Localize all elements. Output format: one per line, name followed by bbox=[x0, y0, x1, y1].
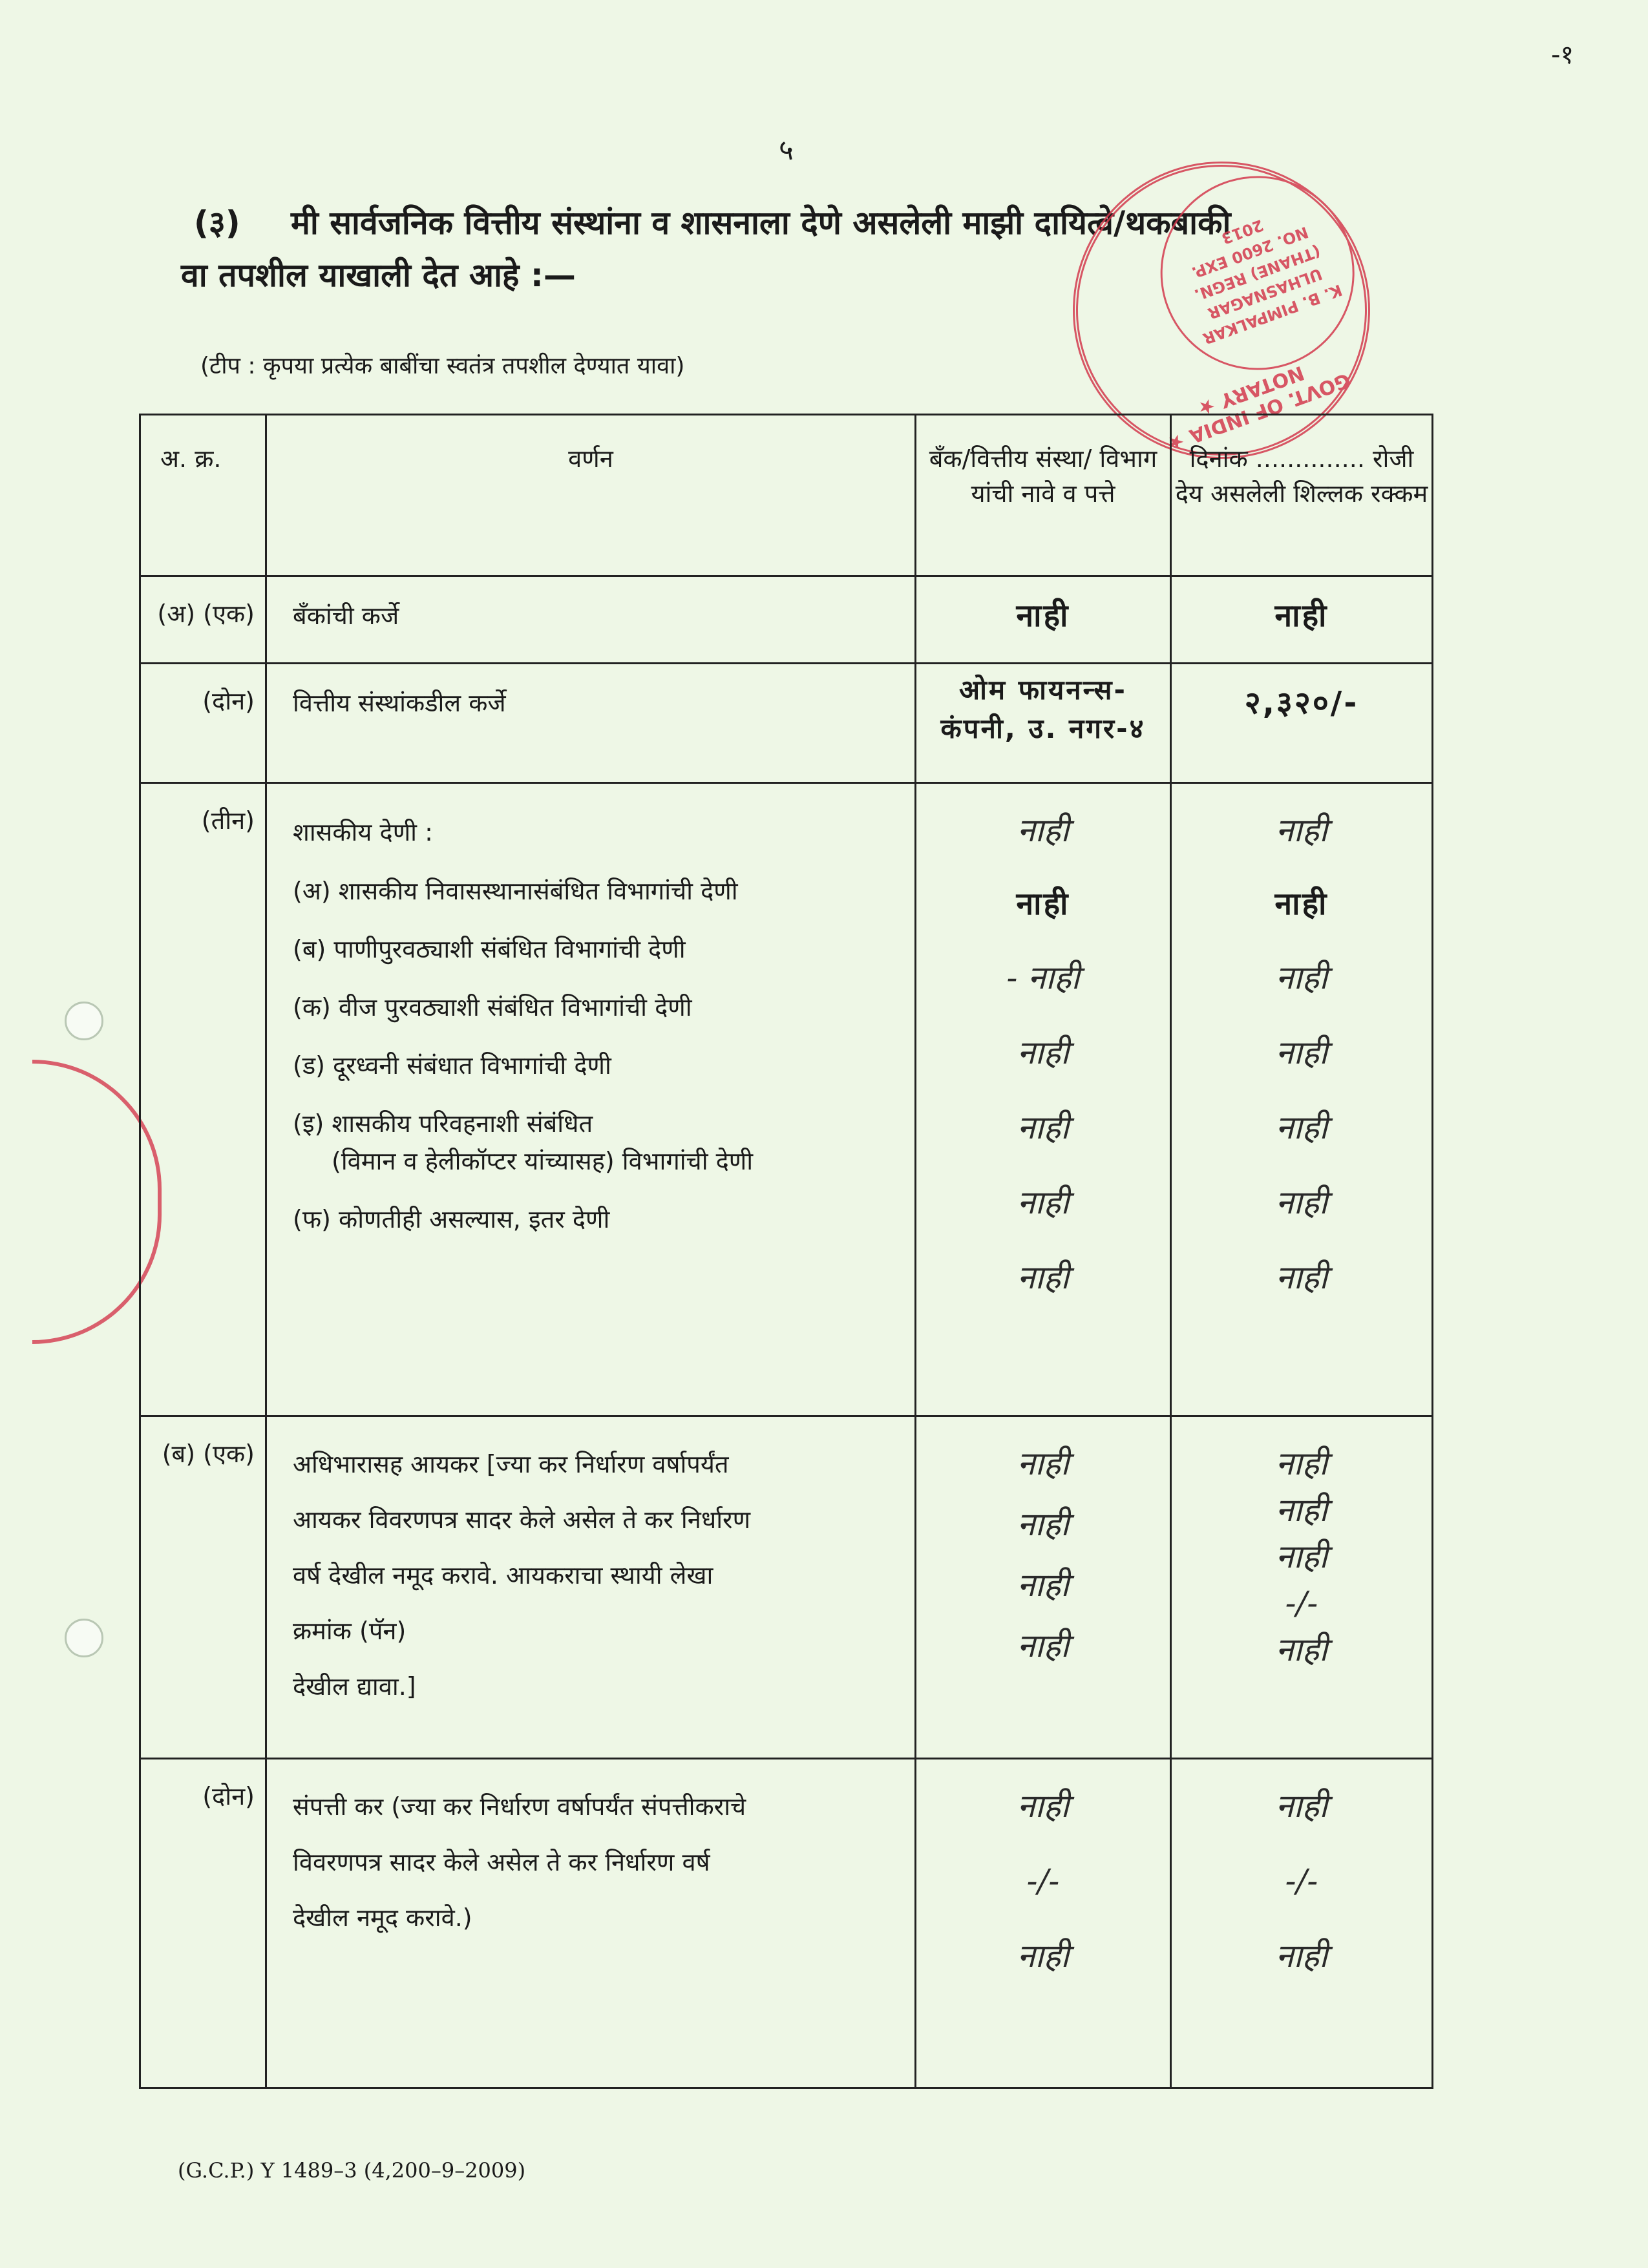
handwritten-value: -/- bbox=[1026, 1862, 1060, 1900]
heading-line-2: वा तपशील याखाली देत आहे :— bbox=[181, 257, 576, 294]
description-cell: वित्तीय संस्थांकडील कर्जे bbox=[266, 664, 916, 783]
serial-cell: (तीन) bbox=[140, 783, 266, 1416]
header-amount: दिनांक .............. रोजी देय असलेली शिल्लक रक्कम bbox=[1171, 415, 1433, 576]
description-line: आयकर विवरणपत्र सादर केले असेल ते कर निर्धारण bbox=[293, 1506, 751, 1534]
handwritten-value: नाही bbox=[1275, 1445, 1328, 1482]
handwritten-value: नाही bbox=[1275, 1787, 1328, 1825]
form-footer-code: (G.C.P.) Y 1489–3 (4,200–9–2009) bbox=[178, 2158, 526, 2183]
table-row bbox=[140, 664, 1433, 783]
dues-item-i-line1: (इ) शासकीय परिवहनाशी संबंधित bbox=[293, 1109, 593, 1138]
description-line: संपत्ती कर (ज्या कर निर्धारण वर्षापर्यंत संपत्तीकराचे bbox=[293, 1792, 746, 1821]
bank-value: नाही bbox=[1016, 598, 1070, 634]
handwritten-value: नाही bbox=[1017, 1259, 1070, 1296]
handwritten-value: नाही bbox=[1275, 1109, 1328, 1146]
handwritten-value: नाही bbox=[1275, 959, 1328, 996]
handwritten-value: नाही bbox=[1275, 1491, 1328, 1529]
handwritten-value: नाही bbox=[1017, 1034, 1070, 1071]
bank-name: ओम फायनन्स- bbox=[959, 674, 1127, 706]
typed-value: नाही bbox=[1016, 886, 1070, 922]
handwritten-value: नाही bbox=[1017, 1184, 1070, 1221]
handwritten-value: नाही bbox=[1017, 1627, 1070, 1664]
dues-item-f: (फ) कोणतीही असल्यास, इतर देणी bbox=[293, 1205, 610, 1234]
handwritten-value: - नाही bbox=[1006, 959, 1080, 996]
serial-cell: (अ) (एक) bbox=[140, 576, 266, 664]
header-description: वर्णन bbox=[266, 415, 916, 576]
amount-value: २,३२०/- bbox=[1244, 685, 1359, 721]
handwritten-value: -/- bbox=[1285, 1584, 1318, 1622]
description-line: वर्ष देखील नमूद करावे. आयकराचा स्थायी लेखा bbox=[293, 1561, 713, 1590]
handwritten-value: नाही bbox=[1017, 1566, 1070, 1604]
table-row bbox=[140, 576, 1433, 664]
instruction-note: (टीप : कृपया प्रत्येक बाबींचा स्वतंत्र तपशील देण्यात यावा) bbox=[200, 353, 685, 379]
header-bank: बँक/वित्तीय संस्था/ विभाग यांची नावे व पत्ते bbox=[916, 415, 1171, 576]
amount-value: नाही bbox=[1274, 598, 1329, 634]
handwritten-value: -/- bbox=[1285, 1862, 1318, 1900]
handwritten-value: नाही bbox=[1275, 1937, 1328, 1975]
handwritten-value: नाही bbox=[1275, 1538, 1328, 1575]
description-line: विवरणपत्र सादर केले असेल ते कर निर्धारण वर्ष bbox=[293, 1848, 710, 1876]
description-line: देखील द्यावा.] bbox=[293, 1672, 416, 1701]
table-row bbox=[140, 783, 1433, 1416]
handwritten-value: नाही bbox=[1017, 1937, 1070, 1975]
handwritten-value: नाही bbox=[1275, 1184, 1328, 1221]
handwritten-value: नाही bbox=[1017, 1109, 1070, 1146]
dues-item-i-line2: (विमान व हेलीकॉप्टर यांच्यासह) विभागांची देणी bbox=[332, 1147, 754, 1175]
table-row bbox=[140, 1759, 1433, 2088]
handwritten-value: नाही bbox=[1275, 1259, 1328, 1296]
dues-item-d: (ड) दूरध्वनी संबंधात विभागांची देणी bbox=[293, 1051, 611, 1080]
description-line: अधिभारासह आयकर [ज्या कर निर्धारण वर्षापर्यंत bbox=[293, 1450, 729, 1478]
description-line: देखील नमूद करावे.) bbox=[293, 1904, 472, 1932]
table-header-row bbox=[140, 415, 1433, 576]
handwritten-value: नाही bbox=[1275, 1034, 1328, 1071]
bank-address: कंपनी, उ. नगर-४ bbox=[940, 713, 1146, 744]
punch-hole-top bbox=[65, 1002, 103, 1040]
header-serial: अ. क्र. bbox=[140, 415, 266, 576]
typed-value: नाही bbox=[1274, 886, 1329, 922]
serial-cell: (ब) (एक) bbox=[140, 1416, 266, 1759]
handwritten-value: नाही bbox=[1275, 1631, 1328, 1668]
serial-cell: (दोन) bbox=[140, 664, 266, 783]
description-cell: बँकांची कर्जे bbox=[266, 576, 916, 664]
handwritten-value: नाही bbox=[1017, 1787, 1070, 1825]
table-row bbox=[140, 1416, 1433, 1759]
dues-item-b: (ब) पाणीपुरवठ्याशी संबंधित विभागांची देणी bbox=[293, 935, 686, 963]
heading-line-1: मी सार्वजनिक वित्तीय संस्थांना व शासनाला देणे असलेली माझी दायित्वे/थकबाकी bbox=[291, 204, 1231, 242]
page-number: ५ bbox=[779, 134, 794, 167]
handwritten-value: नाही bbox=[1017, 1445, 1070, 1482]
corner-mark: -१ bbox=[1551, 40, 1574, 70]
stamp-outer-text: GOVT. OF INDIA ★ NOTARY ★ bbox=[1163, 361, 1354, 456]
punch-hole-bottom bbox=[65, 1619, 103, 1657]
government-dues-title: शासकीय देणी : bbox=[293, 818, 433, 846]
liabilities-table bbox=[139, 414, 1433, 2089]
handwritten-value: नाही bbox=[1017, 1506, 1070, 1543]
serial-cell: (दोन) bbox=[140, 1759, 266, 2088]
dues-item-a: (अ) शासकीय निवासस्थानासंबंधित विभागांची देणी bbox=[293, 877, 738, 905]
section-number: (३) bbox=[194, 204, 240, 242]
handwritten-value: नाही bbox=[1275, 812, 1328, 849]
stamp-inner-text: K. B. PIMPALKAR ULHASNAGAR (THANE) REGN. NO. 2600 EXP. 2013 bbox=[1189, 216, 1345, 348]
dues-item-k: (क) वीज पुरवठ्याशी संबंधित विभागांची देणी bbox=[293, 993, 692, 1022]
handwritten-value: नाही bbox=[1017, 812, 1070, 849]
description-line: क्रमांक (पॅन) bbox=[293, 1617, 407, 1645]
